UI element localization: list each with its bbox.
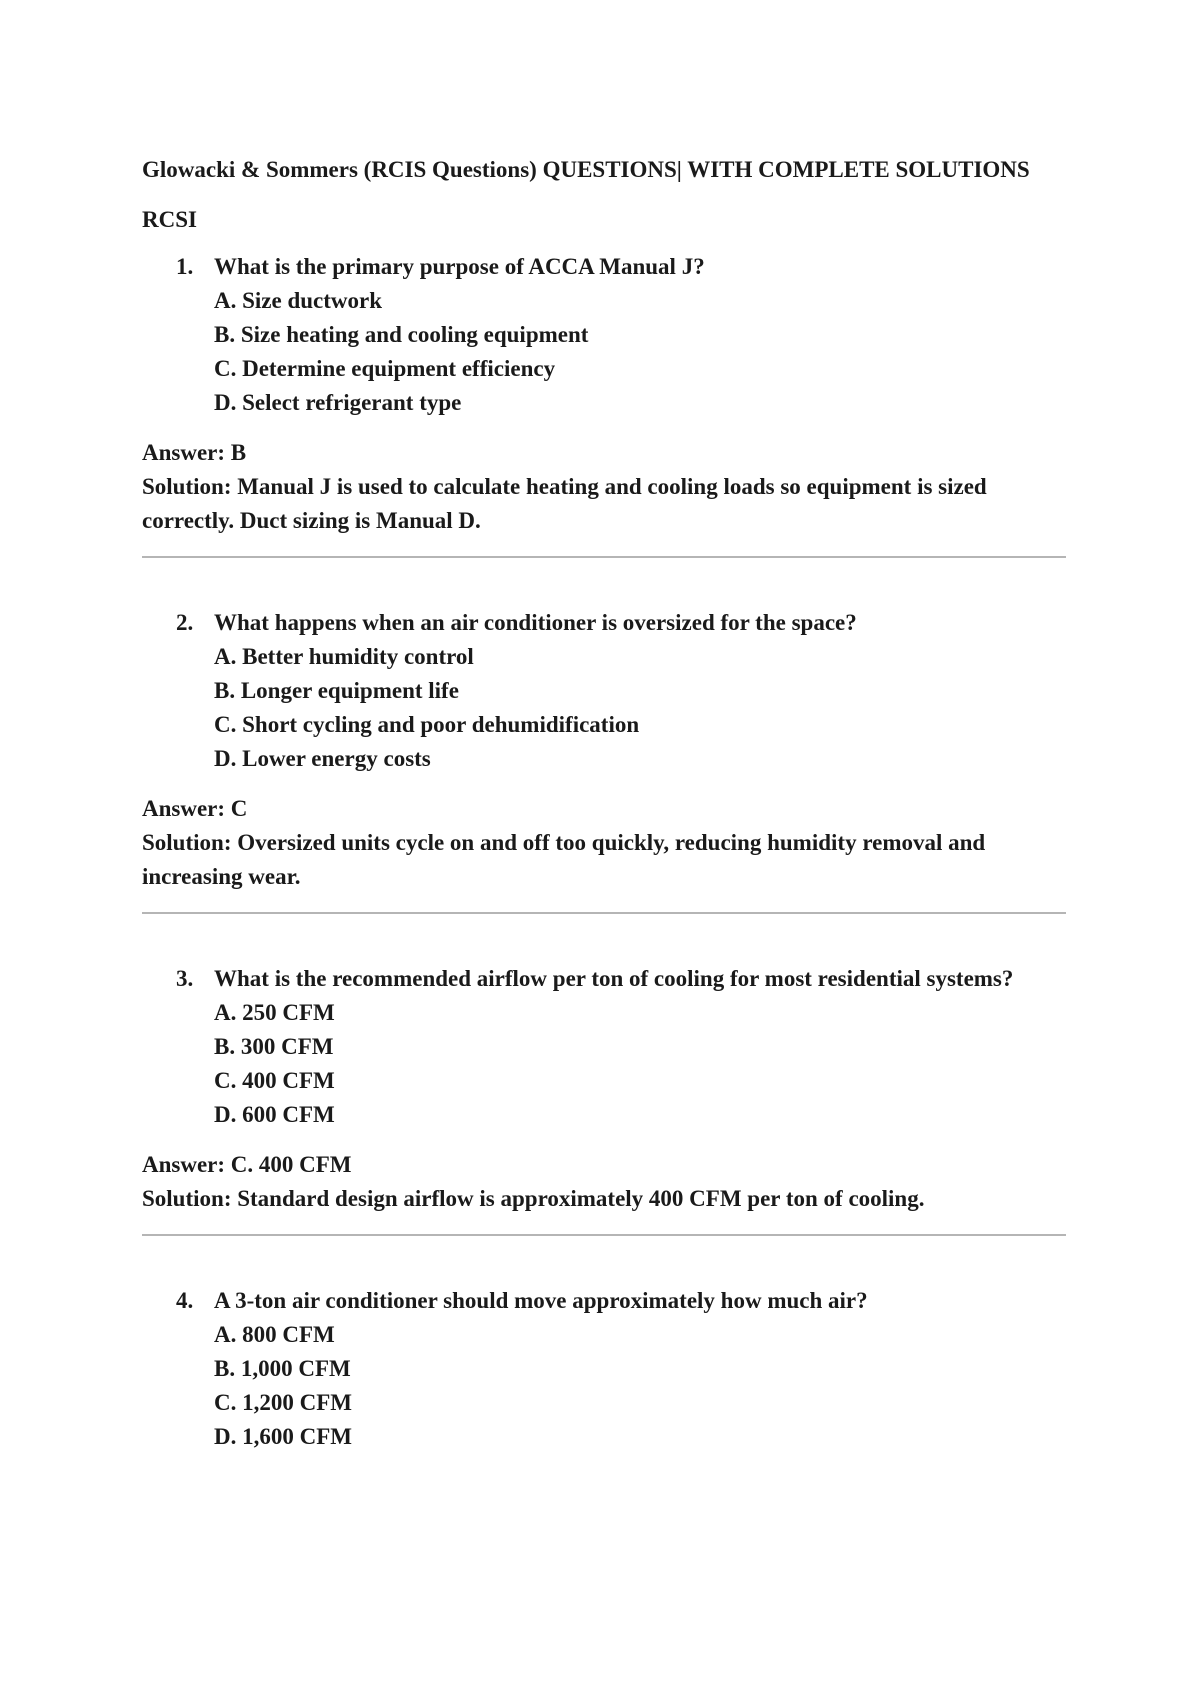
option-d: D. 600 CFM <box>214 1102 335 1127</box>
section-divider <box>142 556 1066 558</box>
answer-line: Answer: B <box>142 440 247 465</box>
option-a: A. Size ductwork <box>214 288 383 313</box>
option-list <box>142 284 1066 420</box>
option-b: B. Size heating and cooling equipment <box>214 322 589 347</box>
question-1 <box>176 250 1066 284</box>
option-c: C. 400 CFM <box>214 1068 335 1093</box>
option-c: C. 1,200 CFM <box>214 1390 352 1415</box>
option-b: B. 300 CFM <box>214 1034 334 1059</box>
question-text: What happens when an air conditioner is oversized for the space? <box>214 610 857 635</box>
option-list <box>142 1318 1066 1454</box>
solution-text: Solution: Oversized units cycle on and off too quickly, reducing humidity removal and increasing wear. <box>142 830 986 889</box>
document-title: Glowacki & Sommers (RCIS Questions) QUESTIONS| WITH COMPLETE SOLUTIONS <box>142 157 1030 182</box>
option-list <box>142 996 1066 1132</box>
question-block-3 <box>142 962 1066 1236</box>
question-number: 4. <box>176 1288 194 1313</box>
question-block-4 <box>142 1284 1066 1454</box>
question-3 <box>176 962 1066 996</box>
document-page <box>142 152 1066 1454</box>
section-divider <box>142 912 1066 914</box>
question-block-2 <box>142 606 1066 914</box>
question-block-1 <box>142 250 1066 558</box>
answer-line: Answer: C <box>142 796 248 821</box>
document-subtitle: RCSI <box>142 207 197 232</box>
solution-text: Solution: Manual J is used to calculate heating and cooling loads so equipment is sized correctly. Duct sizing is Manual D. <box>142 474 987 533</box>
question-text: What is the primary purpose of ACCA Manual J? <box>214 254 705 279</box>
question-number: 2. <box>176 610 194 635</box>
question-number: 1. <box>176 254 194 279</box>
question-4 <box>176 1284 1066 1318</box>
option-c: C. Short cycling and poor dehumidification <box>214 712 640 737</box>
option-c: C. Determine equipment efficiency <box>214 356 556 381</box>
option-a: A. Better humidity control <box>214 644 474 669</box>
question-text: A 3-ton air conditioner should move approximately how much air? <box>214 1288 868 1313</box>
option-a: A. 800 CFM <box>214 1322 335 1347</box>
solution-text: Solution: Standard design airflow is approximately 400 CFM per ton of cooling. <box>142 1186 925 1211</box>
question-number: 3. <box>176 966 194 991</box>
answer-line: Answer: C. 400 CFM <box>142 1152 352 1177</box>
question-text: What is the recommended airflow per ton of cooling for most residential systems? <box>214 966 1014 991</box>
option-a: A. 250 CFM <box>214 1000 335 1025</box>
option-b: B. 1,000 CFM <box>214 1356 351 1381</box>
option-d: D. Select refrigerant type <box>214 390 462 415</box>
option-d: D. Lower energy costs <box>214 746 431 771</box>
section-divider <box>142 1234 1066 1236</box>
option-b: B. Longer equipment life <box>214 678 459 703</box>
question-2 <box>176 606 1066 640</box>
option-list <box>142 640 1066 776</box>
option-d: D. 1,600 CFM <box>214 1424 352 1449</box>
